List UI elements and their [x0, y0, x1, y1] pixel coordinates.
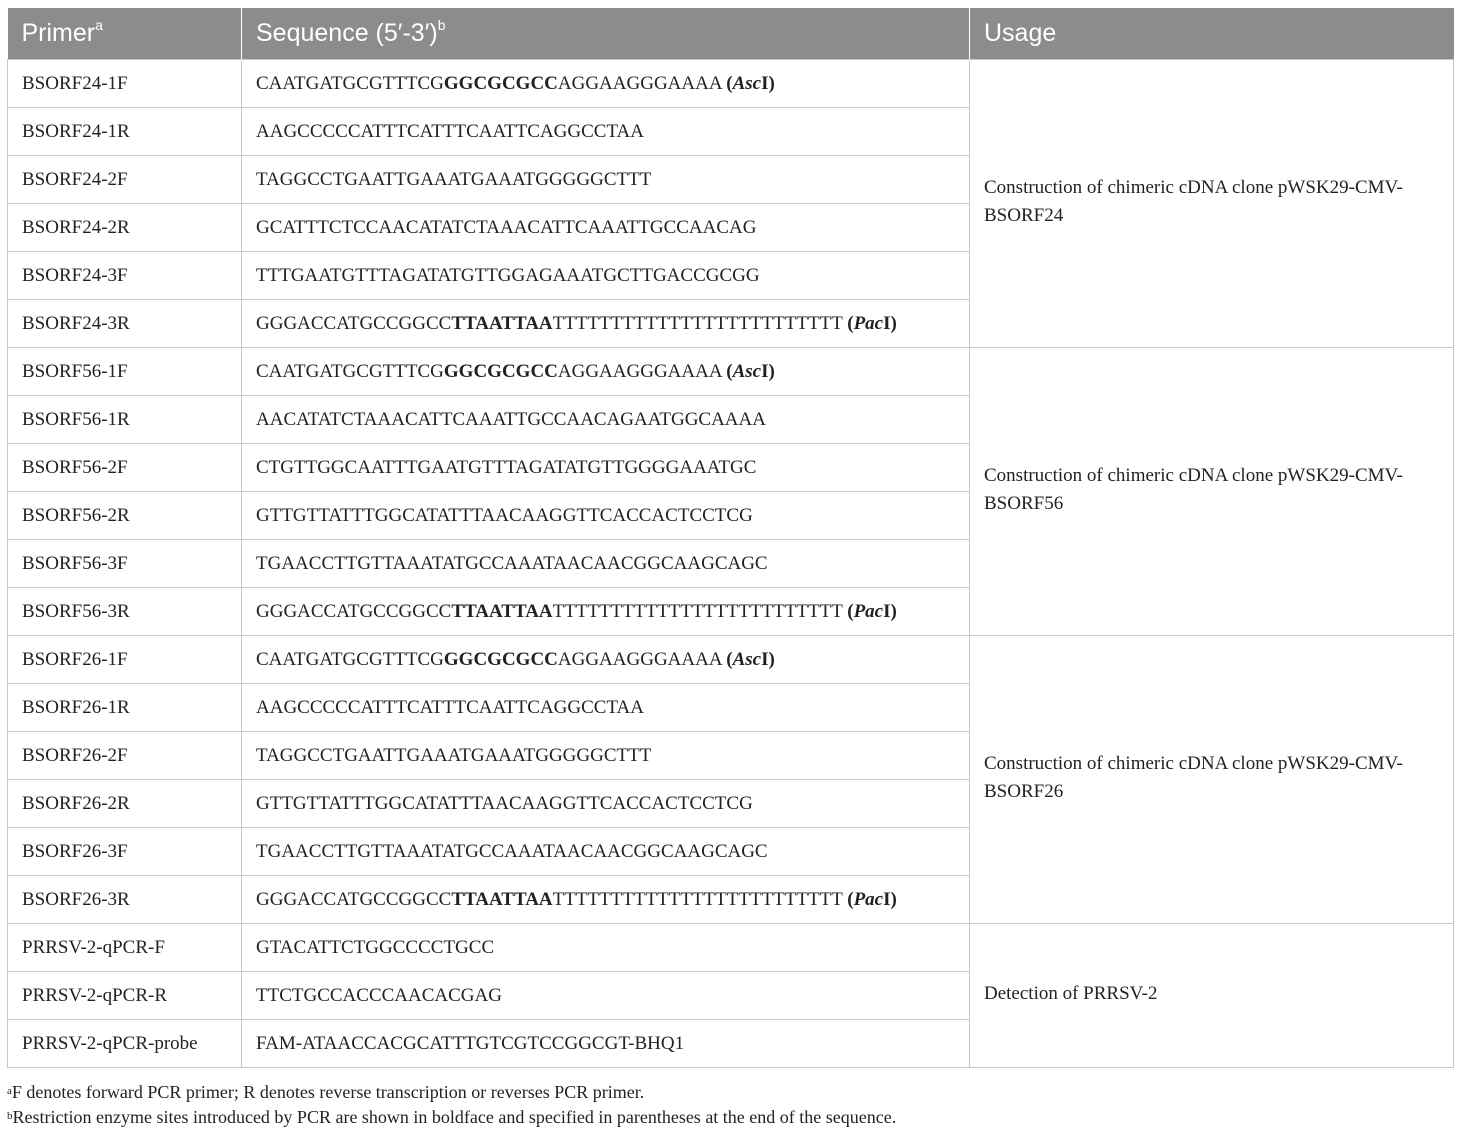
primer-name-cell: BSORF24-1F [8, 60, 242, 108]
usage-text: Construction of chimeric cDNA clone pWSK29-CMV-BSORF26 [984, 752, 1403, 802]
enzyme-label: I) [761, 72, 775, 94]
primer-name-cell: BSORF26-2F [8, 732, 242, 780]
primer-name-cell: BSORF24-2R [8, 204, 242, 252]
sequence-text: TAGGCCTGAATTGAAATGAAATGGGGGCTTT [256, 744, 652, 766]
usage-cell [970, 636, 1454, 924]
sequence-text: AAGCCCCCATTTCATTTCAATTCAGGCCTAA [256, 696, 644, 718]
enzyme-label: I) [761, 648, 775, 670]
sequence-cell [242, 540, 970, 588]
enzyme-name: Pac [853, 312, 884, 334]
enzyme-label: I) [883, 888, 897, 910]
enzyme-label: ( [726, 360, 733, 382]
header-primer: Primer$^a$ [8, 8, 242, 60]
sequence-text: AACATATCTAAACATTCAAATTGCCAACAGAATGGCAAAA [256, 408, 766, 430]
enzyme-label: ( [726, 648, 733, 670]
footnotes [7, 1080, 896, 1130]
table-body [8, 60, 1454, 1068]
enzyme-label [854, 601, 884, 622]
sequence-cell [242, 60, 970, 108]
footnote-mark: b [7, 1110, 13, 1122]
primer-name-cell: BSORF56-1F [8, 348, 242, 396]
sequence-text: GCATTTCTCCAACATATCTAAACATTCAAATTGCCAACAG [256, 216, 757, 238]
sequence-cell [242, 492, 970, 540]
enzyme-label: I) [761, 360, 775, 382]
footnote [7, 1080, 896, 1105]
enzyme-label: ( [847, 312, 854, 334]
sequence-cell [242, 444, 970, 492]
footnote-mark-a: a [95, 17, 103, 33]
enzyme-name: Asc [732, 72, 762, 94]
sequence-text: CAATGATGCGTTTCG [256, 72, 444, 94]
sequence-text: GGGACCATGCCGGCC [256, 600, 452, 622]
footnote-text: Restriction enzyme sites introduced by PCR are shown in boldface and specified in parentheses at the end of the sequence. [12, 1107, 897, 1127]
enzyme-name: Asc [732, 648, 762, 670]
enzyme-label [854, 313, 884, 334]
sequence-cell [242, 876, 970, 924]
enzyme-label: ( [726, 72, 733, 94]
sequence-text: TAGGCCTGAATTGAAATGAAATGGGGGCTTT [256, 168, 652, 190]
enzyme-label [854, 889, 884, 910]
sequence-cell [242, 1020, 970, 1068]
usage-text: Construction of chimeric cDNA clone pWSK29-CMV-BSORF24 [984, 176, 1403, 226]
primer-name-cell: BSORF56-1R [8, 396, 242, 444]
primer-table-container [7, 8, 1453, 1068]
sequence-cell [242, 588, 970, 636]
sequence-text: CAATGATGCGTTTCG [256, 648, 444, 670]
sequence-cell [242, 636, 970, 684]
sequence-text: GTTGTTATTTGGCATATTTAACAAGGTTCACCACTCCTCG [256, 504, 753, 526]
primer-name-cell: PRRSV-2-qPCR-F [8, 924, 242, 972]
restriction-site: TTAATTAA [451, 312, 553, 334]
primer-name-cell: BSORF24-2F [8, 156, 242, 204]
enzyme-label [733, 649, 762, 670]
primer-name-cell: BSORF26-1F [8, 636, 242, 684]
enzyme-name: Pac [853, 888, 884, 910]
primer-name-cell: BSORF26-1R [8, 684, 242, 732]
sequence-text: TTTTTTTTTTTTTTTTTTTTTTTTT [552, 888, 848, 910]
sequence-text: TGAACCTTGTTAAATATGCCAAATAACAACGGCAAGCAGC [256, 552, 768, 574]
sequence-text: FAM-ATAACCACGCATTTGTCGTCCGGCGT-BHQ1 [256, 1032, 685, 1054]
sequence-cell [242, 396, 970, 444]
sequence-cell [242, 108, 970, 156]
primer-name-cell: BSORF26-3F [8, 828, 242, 876]
footnote [7, 1105, 896, 1130]
primer-name-cell: BSORF26-2R [8, 780, 242, 828]
enzyme-label: I) [883, 312, 897, 334]
table-row [8, 636, 1454, 684]
table-row [8, 924, 1454, 972]
restriction-site: GGCGCGCC [443, 72, 558, 94]
enzyme-name: Asc [732, 360, 762, 382]
usage-cell [970, 348, 1454, 636]
enzyme-label: I) [883, 600, 897, 622]
sequence-cell [242, 204, 970, 252]
header-sequence: Sequence $(5'-3')^b$ [242, 8, 970, 60]
sequence-text: AGGAAGGGAAAA [557, 648, 727, 670]
sequence-text: AGGAAGGGAAAA [557, 72, 727, 94]
footnote-text: F denotes forward PCR primer; R denotes reverse transcription or reverses PCR primer. [11, 1082, 645, 1102]
restriction-site: GGCGCGCC [443, 360, 558, 382]
sequence-text: CTGTTGGCAATTTGAATGTTTAGATATGTTGGGGAAATGC [256, 456, 757, 478]
restriction-site: TTAATTAA [451, 600, 553, 622]
sequence-cell [242, 780, 970, 828]
sequence-cell [242, 300, 970, 348]
primer-name-cell: BSORF56-2R [8, 492, 242, 540]
primer-name-cell: BSORF24-3R [8, 300, 242, 348]
usage-text: Construction of chimeric cDNA clone pWSK29-CMV-BSORF56 [984, 464, 1403, 514]
sequence-text: TTCTGCCACCCAACACGAG [256, 984, 502, 1006]
enzyme-label: ( [847, 600, 854, 622]
primer-name-cell: BSORF56-2F [8, 444, 242, 492]
sequence-cell [242, 732, 970, 780]
sequence-text: AGGAAGGGAAAA [557, 360, 727, 382]
sequence-cell [242, 828, 970, 876]
sequence-cell [242, 252, 970, 300]
restriction-site: TTAATTAA [451, 888, 553, 910]
sequence-cell [242, 348, 970, 396]
enzyme-label: ( [847, 888, 854, 910]
sequence-text: GGGACCATGCCGGCC [256, 888, 452, 910]
primer-name-cell: BSORF56-3R [8, 588, 242, 636]
enzyme-label [733, 361, 762, 382]
table-row [8, 60, 1454, 108]
primer-name-cell: BSORF24-1R [8, 108, 242, 156]
footnote-mark-b: b [437, 17, 446, 33]
primer-table [7, 8, 1454, 1068]
primer-name-cell: BSORF26-3R [8, 876, 242, 924]
header-usage: Usage [970, 8, 1454, 60]
primer-name-cell: PRRSV-2-qPCR-probe [8, 1020, 242, 1068]
restriction-site: GGCGCGCC [443, 648, 558, 670]
sequence-cell [242, 972, 970, 1020]
primer-name-cell: BSORF56-3F [8, 540, 242, 588]
primer-name-cell: PRRSV-2-qPCR-R [8, 972, 242, 1020]
footnote-mark: a [7, 1085, 12, 1097]
enzyme-name: Pac [853, 600, 884, 622]
table-header-row [8, 8, 1454, 60]
sequence-text: GGGACCATGCCGGCC [256, 312, 452, 334]
sequence-text: CAATGATGCGTTTCG [256, 360, 444, 382]
table-row [8, 348, 1454, 396]
sequence-text: TTTGAATGTTTAGATATGTTGGAGAAATGCTTGACCGCGG [256, 264, 760, 286]
usage-cell [970, 60, 1454, 348]
sequence-text: GTTGTTATTTGGCATATTTAACAAGGTTCACCACTCCTCG [256, 792, 753, 814]
enzyme-label [733, 73, 762, 94]
sequence-cell [242, 684, 970, 732]
sequence-text: TGAACCTTGTTAAATATGCCAAATAACAACGGCAAGCAGC [256, 840, 768, 862]
sequence-text: AAGCCCCCATTTCATTTCAATTCAGGCCTAA [256, 120, 644, 142]
primer-name-cell: BSORF24-3F [8, 252, 242, 300]
sequence-cell [242, 156, 970, 204]
sequence-text: TTTTTTTTTTTTTTTTTTTTTTTTT [552, 600, 848, 622]
usage-cell [970, 924, 1454, 1068]
sequence-text: TTTTTTTTTTTTTTTTTTTTTTTTT [552, 312, 848, 334]
usage-text: Detection of PRRSV-2 [984, 982, 1158, 1004]
sequence-cell [242, 924, 970, 972]
sequence-text: GTACATTCTGGCCCCTGCC [256, 936, 495, 958]
